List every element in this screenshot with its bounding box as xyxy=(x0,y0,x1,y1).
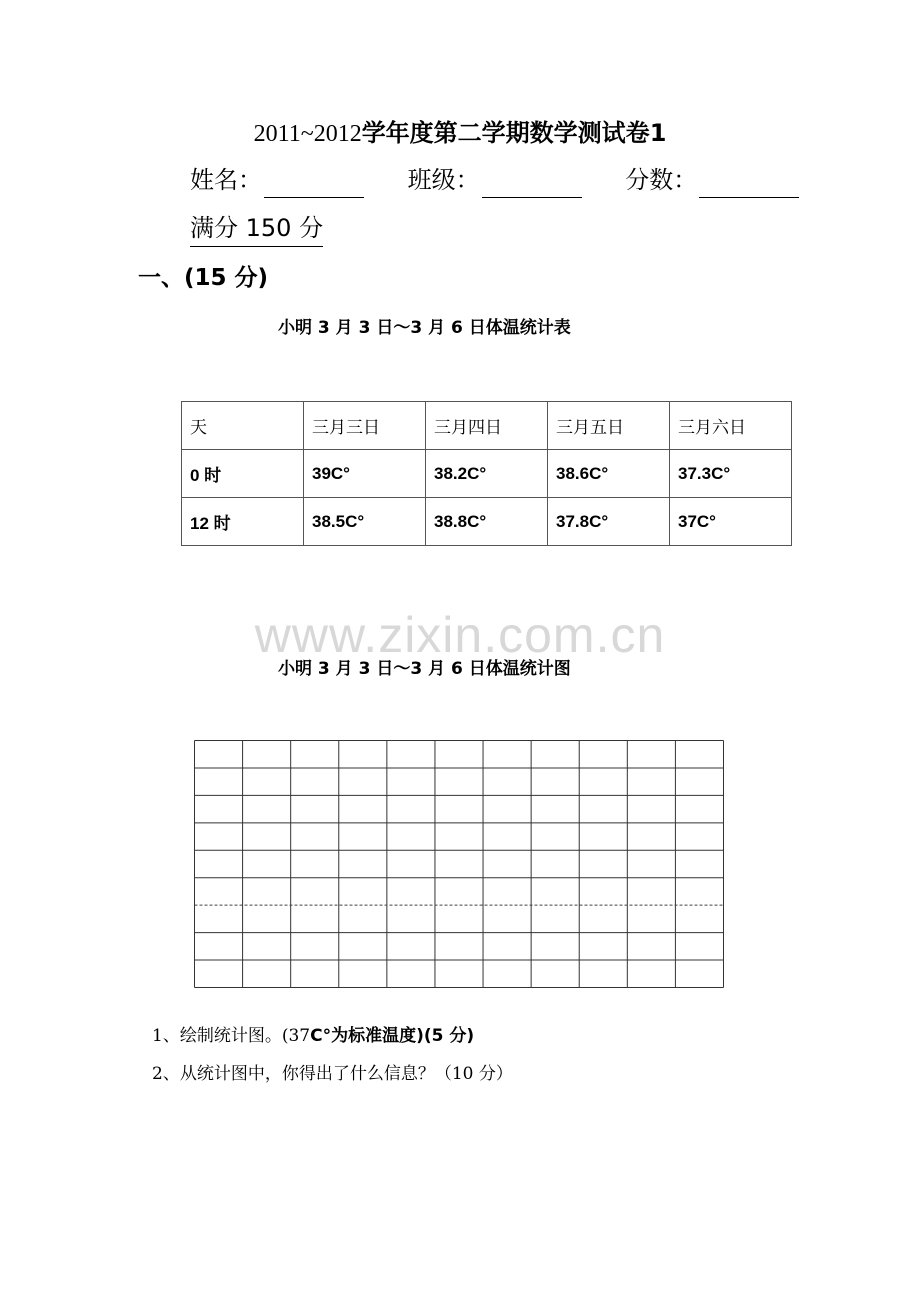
class-field[interactable] xyxy=(408,162,582,198)
table-caption: 小明 3 月 3 日～3 月 6 日体温统计表 xyxy=(278,318,571,338)
table-cell: 37C° xyxy=(670,498,792,546)
table-cell: 38.8C° xyxy=(426,498,548,546)
table-header-cell: 三月五日 xyxy=(548,402,670,450)
name-field[interactable] xyxy=(190,162,364,198)
page-title xyxy=(0,116,920,151)
question-2: 2、从统计图中，你得出了什么信息？（10 分） xyxy=(152,1064,513,1084)
table-cell: 0 时 xyxy=(182,450,304,498)
title-years: 2011~2012 xyxy=(253,121,362,147)
watermark: www.zixin.com.cn xyxy=(254,607,666,663)
class-blank[interactable] xyxy=(482,169,582,198)
table-cell: 38.5C° xyxy=(304,498,426,546)
table-cell: 37.8C° xyxy=(548,498,670,546)
chart-caption: 小明 3 月 3 日～3 月 6 日体温统计图 xyxy=(278,659,571,679)
name-blank[interactable] xyxy=(264,169,364,198)
section-one-heading: 一、(15 分) xyxy=(138,265,269,291)
table-header-cell: 三月三日 xyxy=(304,402,426,450)
title-text: 学年度第二学期数学测试卷 xyxy=(361,119,650,147)
class-label: 班级： xyxy=(407,166,480,194)
table-header-row xyxy=(182,402,792,450)
score-field[interactable] xyxy=(625,162,799,198)
question-1 xyxy=(152,1024,474,1048)
table-row xyxy=(182,498,792,546)
title-number: 1 xyxy=(649,119,667,147)
question-1-prefix: 1、绘制统计图。(37 xyxy=(152,1026,311,1046)
table-header-cell: 天 xyxy=(182,402,304,450)
table-cell: 37.3C° xyxy=(670,450,792,498)
table-cell: 12 时 xyxy=(182,498,304,546)
table-cell: 38.6C° xyxy=(548,450,670,498)
name-label: 姓名： xyxy=(190,166,262,194)
score-label: 分数： xyxy=(625,166,698,194)
full-score: 满分 150 分 xyxy=(190,210,323,247)
student-info-row xyxy=(190,162,835,198)
blank-chart-grid[interactable] xyxy=(194,740,724,990)
score-blank[interactable] xyxy=(699,169,799,198)
question-1-bold: C°为标准温度)(5 分) xyxy=(310,1026,475,1046)
table-cell: 38.2C° xyxy=(426,450,548,498)
table-row xyxy=(182,450,792,498)
table-cell: 39C° xyxy=(304,450,426,498)
table-header-cell: 三月四日 xyxy=(426,402,548,450)
table-header-cell: 三月六日 xyxy=(670,402,792,450)
temperature-table xyxy=(181,401,792,546)
